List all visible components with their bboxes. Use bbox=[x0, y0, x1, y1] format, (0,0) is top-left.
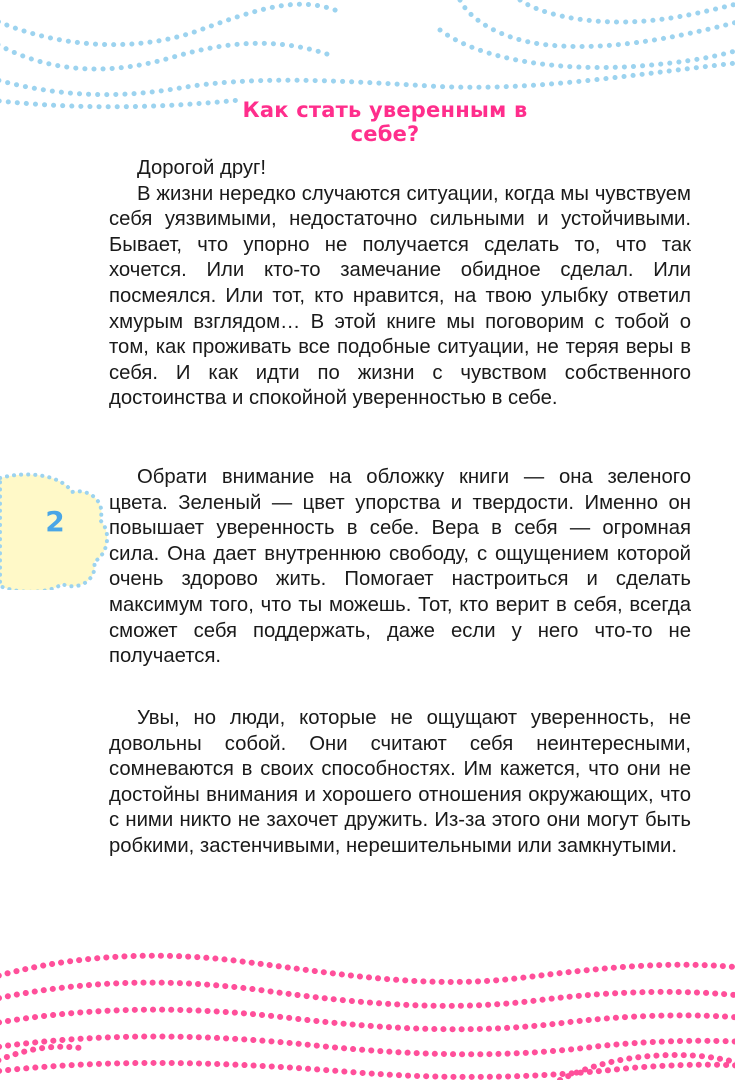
paragraph: Дорогой друг! bbox=[137, 157, 267, 179]
top-dotted-wave bbox=[0, 40, 330, 69]
bottom-dotted-wave bbox=[0, 1010, 735, 1030]
paragraph: Обрати внимание на обложку книги — она зеленого цвета. Зеленый — цвет упорства и твердости. Именно он повышает уверенность в себе. Вера в себя — огромная сила. Она дает внутреннюю свободу, с ощущением которой очень здорово жить. Помогает настроиться и сделать максимум того, что ты можешь. Тот, кто верит в себя, всегда сможет себя поддержать, даже если у него что-то не получается. bbox=[109, 466, 691, 668]
bottom-dotted-wave bbox=[0, 956, 735, 982]
top-dotted-wave bbox=[0, 4, 340, 44]
bottom-dotted-wave bbox=[0, 983, 735, 1006]
text-section bbox=[109, 156, 691, 412]
paragraph: Увы, но люди, которые не ощущают уверенность, не довольны собой. Они считают себя неинтересными, сомневаются в своих способностях. Им кажется, что они не достойны внимания и хорошего отношения окружающих, что с ними никто не захочет дружить. Из-за этого они могут быть робкими, застенчивыми, нерешительными или замкнутыми. bbox=[109, 707, 691, 857]
page-number: 2 bbox=[45, 505, 65, 538]
top-dotted-wave bbox=[520, 0, 735, 22]
text-section bbox=[109, 706, 691, 860]
paragraph: В жизни нередко случаются ситуации, когда мы чувствуем себя уязвимыми, недостаточно сильными и устойчивыми. Бывает, что упорно не получается сделать то, что так хочется. Или кто-то замечание обидное сделал. Или посмеялся. Или тот, кто нравится, на твою улыбку ответил хмурым взглядом… В этой книге мы поговорим с тобой о том, как проживать все подобные ситуации, не теряя веры в себя. И как идти по жизни с чувством собственного достоинства и спокойной уверенностью в себе. bbox=[109, 182, 691, 410]
bottom-dotted-wave bbox=[0, 1047, 80, 1064]
bottom-dotted-wave bbox=[0, 1037, 735, 1055]
page-title: Как стать уверенным в себе? bbox=[242, 98, 528, 146]
bottom-dotted-wave bbox=[0, 1063, 735, 1077]
top-dotted-wave bbox=[0, 100, 240, 107]
text-section bbox=[109, 465, 691, 670]
